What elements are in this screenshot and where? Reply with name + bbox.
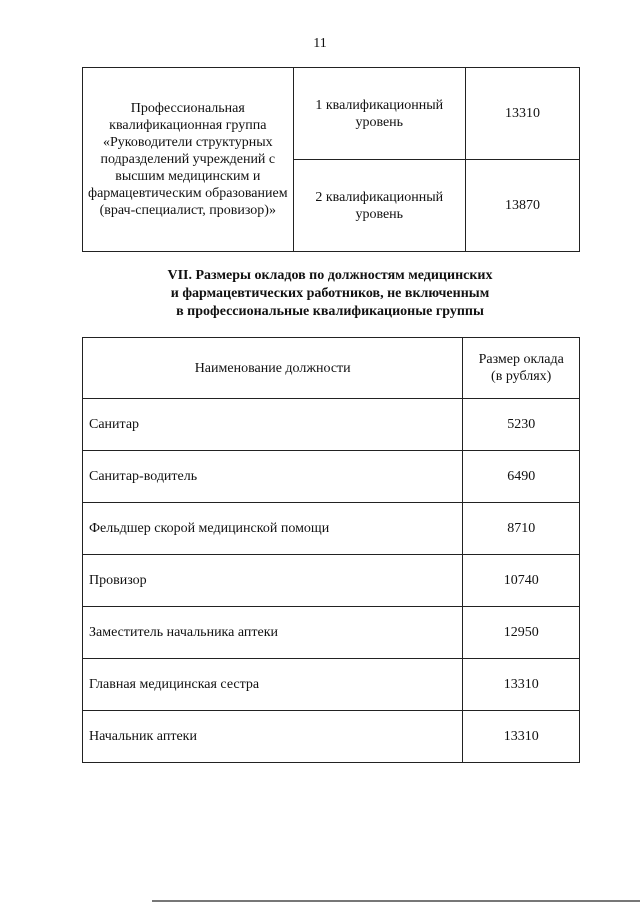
qualification-level: 2 квалификационный уровень [293,160,465,252]
salary-value: 10740 [463,555,580,607]
salary-value: 12950 [463,607,580,659]
salary-value: 13310 [465,68,579,160]
salary-value: 13870 [465,160,579,252]
table-row [83,451,580,503]
qualification-group-name: Профессиональная квалификационная группа «Руководители структурных подразделений учреждений с высшим медицинским и фармацевтическим образованием (врач-специалист, провизор)» [83,68,294,252]
position-name: Фельдшер скорой медицинской помощи [83,503,463,555]
position-name: Заместитель начальника аптеки [83,607,463,659]
table-row [83,68,580,160]
salary-value: 13310 [463,711,580,763]
section-heading [80,267,580,321]
section-heading-line: в профессиональные квалификационые группы [176,304,484,319]
table-row [83,711,580,763]
salary-value: 6490 [463,451,580,503]
table-row [83,503,580,555]
position-name: Санитар-водитель [83,451,463,503]
table-row [83,555,580,607]
salary-value: 5230 [463,399,580,451]
header-salary-line: Размер оклада [478,352,564,367]
qualification-level: 1 квалификационный уровень [293,68,465,160]
header-salary [463,338,580,399]
header-position-name: Наименование должности [83,338,463,399]
position-name: Главная медицинская сестра [83,659,463,711]
table-row [83,399,580,451]
header-salary-line: (в рублях) [491,369,552,384]
table-row [83,607,580,659]
page-number: 11 [313,36,327,51]
position-name: Провизор [83,555,463,607]
salary-value: 13310 [463,659,580,711]
qualification-group-table [82,67,580,252]
position-name: Начальник аптеки [83,711,463,763]
position-name: Санитар [83,399,463,451]
table-header-row [83,338,580,399]
scan-edge-line [152,900,640,902]
salary-table [82,337,580,763]
section-heading-line: VII. Размеры окладов по должностям медицинских [167,268,493,283]
table-row [83,659,580,711]
section-heading-line: и фармацевтических работников, не включенным [170,286,490,301]
salary-value: 8710 [463,503,580,555]
